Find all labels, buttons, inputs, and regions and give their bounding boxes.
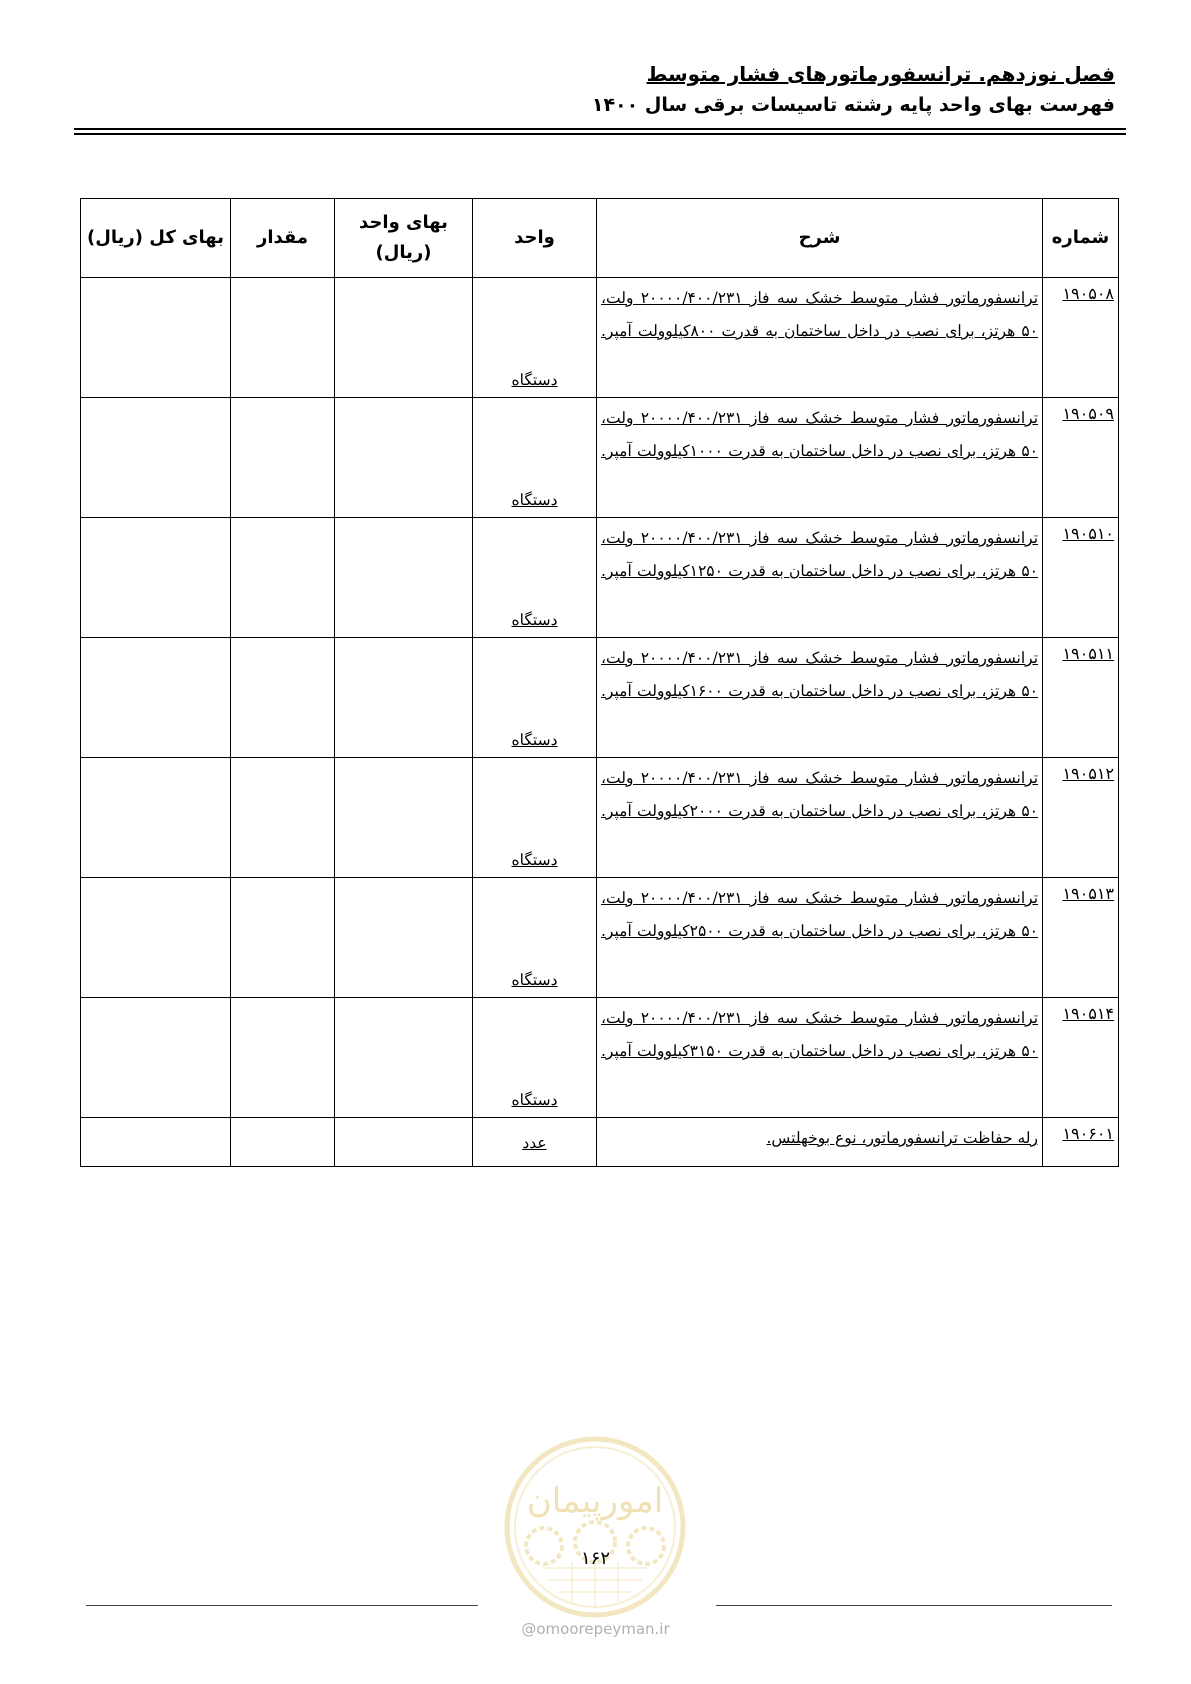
row-description: ترانسفورماتور فشار متوسط خشک سه فاز ۲۰۰۰۰/۴۰۰/۲۳۱ ولت، ۵۰ هرتز، برای نصب در داخل ساختمان به قدرت ۱۲۵۰کیلوولت آمپر. [601, 529, 1039, 580]
page-number: ۱۶۲ [580, 1548, 610, 1569]
row-description: رله حفاظت ترانسفورماتور، نوع بوخهلتس. [766, 1129, 1038, 1147]
row-number: ۱۹۰۵۱۲ [1062, 764, 1114, 783]
table-row [81, 518, 1119, 638]
row-number-cell [1043, 758, 1119, 878]
header-rule-thick [74, 128, 1126, 130]
row-unit-cell [473, 878, 597, 998]
row-description: ترانسفورماتور فشار متوسط خشک سه فاز ۲۰۰۰۰/۴۰۰/۲۳۱ ولت، ۵۰ هرتز، برای نصب در داخل ساختمان به قدرت ۸۰۰کیلوولت آمپر. [601, 289, 1039, 340]
row-unit-cell [473, 998, 597, 1118]
row-quantity-cell [231, 998, 335, 1118]
row-quantity-cell [231, 278, 335, 398]
row-description: ترانسفورماتور فشار متوسط خشک سه فاز ۲۰۰۰۰/۴۰۰/۲۳۱ ولت، ۵۰ هرتز، برای نصب در داخل ساختمان به قدرت ۱۰۰۰کیلوولت آمپر. [601, 409, 1039, 460]
footer-rule-right [716, 1605, 1112, 1606]
table-row [81, 278, 1119, 398]
table-row [81, 758, 1119, 878]
row-number-cell [1043, 878, 1119, 998]
row-unit-cell [473, 278, 597, 398]
row-unit-price-cell [335, 278, 473, 398]
row-quantity-cell [231, 398, 335, 518]
row-number-cell [1043, 278, 1119, 398]
row-number-cell [1043, 398, 1119, 518]
table-row [81, 878, 1119, 998]
row-unit-price-cell [335, 758, 473, 878]
price-table [80, 198, 1119, 1167]
watermark-logo [502, 1434, 688, 1620]
row-unit-price-cell [335, 1118, 473, 1167]
row-total-price-cell [81, 878, 231, 998]
footer-rule-left [86, 1605, 478, 1606]
row-unit-cell [473, 518, 597, 638]
row-description-cell [597, 518, 1043, 638]
row-number-cell [1043, 518, 1119, 638]
watermark-text: امورپیمان [526, 1481, 664, 1521]
row-number: ۱۹۰۵۱۱ [1062, 644, 1114, 663]
chapter-title: فصل نوزدهم. ترانسفورماتورهای فشار متوسط [646, 62, 1115, 86]
row-description: ترانسفورماتور فشار متوسط خشک سه فاز ۲۰۰۰۰/۴۰۰/۲۳۱ ولت، ۵۰ هرتز، برای نصب در داخل ساختمان به قدرت ۱۶۰۰کیلوولت آمپر. [601, 649, 1039, 700]
row-total-price-cell [81, 398, 231, 518]
row-total-price-cell [81, 998, 231, 1118]
row-number: ۱۹۰۵۱۳ [1062, 884, 1114, 903]
row-description: ترانسفورماتور فشار متوسط خشک سه فاز ۲۰۰۰۰/۴۰۰/۲۳۱ ولت، ۵۰ هرتز، برای نصب در داخل ساختمان به قدرت ۲۵۰۰کیلوولت آمپر. [601, 889, 1039, 940]
row-unit-cell [473, 398, 597, 518]
row-number-cell [1043, 998, 1119, 1118]
row-unit-price-cell [335, 638, 473, 758]
col-header-total-price: بهای کل (ریال) [81, 199, 231, 278]
row-description-cell [597, 998, 1043, 1118]
row-unit-price-cell [335, 998, 473, 1118]
row-description-cell [597, 398, 1043, 518]
row-description-cell [597, 878, 1043, 998]
row-quantity-cell [231, 638, 335, 758]
row-total-price-cell [81, 518, 231, 638]
row-quantity-cell [231, 758, 335, 878]
row-number: ۱۹۰۶۰۱ [1062, 1124, 1114, 1143]
row-quantity-cell [231, 518, 335, 638]
row-description: ترانسفورماتور فشار متوسط خشک سه فاز ۲۰۰۰۰/۴۰۰/۲۳۱ ولت، ۵۰ هرتز، برای نصب در داخل ساختمان به قدرت ۳۱۵۰کیلوولت آمپر. [601, 1009, 1039, 1060]
col-header-number: شماره [1043, 199, 1119, 278]
row-number-cell [1043, 638, 1119, 758]
row-unit-cell [473, 758, 597, 878]
row-total-price-cell [81, 278, 231, 398]
website-watermark: @omoorepeyman.ir [521, 1620, 670, 1638]
row-unit: دستگاه [511, 731, 558, 749]
row-unit-price-cell [335, 518, 473, 638]
row-total-price-cell [81, 758, 231, 878]
row-unit: دستگاه [511, 1091, 558, 1109]
row-description-cell [597, 1118, 1043, 1167]
row-number: ۱۹۰۵۰۸ [1062, 284, 1114, 303]
page-header [592, 58, 1115, 120]
row-unit: دستگاه [511, 971, 558, 989]
row-unit-price-cell [335, 398, 473, 518]
price-list-title: فهرست بهای واحد پایه رشته تاسیسات برقی سال ۱۴۰۰ [591, 94, 1115, 116]
row-description-cell [597, 638, 1043, 758]
col-header-unit-price: بهای واحد (ریال) [335, 199, 473, 278]
row-unit-price-cell [335, 878, 473, 998]
row-number-cell [1043, 1118, 1119, 1167]
row-unit: عدد [522, 1133, 547, 1152]
row-description: ترانسفورماتور فشار متوسط خشک سه فاز ۲۰۰۰۰/۴۰۰/۲۳۱ ولت، ۵۰ هرتز، برای نصب در داخل ساختمان به قدرت ۲۰۰۰کیلوولت آمپر. [601, 769, 1039, 820]
col-header-unit: واحد [473, 199, 597, 278]
col-header-description: شرح [597, 199, 1043, 278]
row-number: ۱۹۰۵۰۹ [1062, 404, 1114, 423]
row-unit-cell [473, 1118, 597, 1167]
col-header-quantity: مقدار [231, 199, 335, 278]
row-number: ۱۹۰۵۱۰ [1062, 524, 1114, 543]
row-description-cell [597, 758, 1043, 878]
table-header-row [81, 199, 1119, 278]
row-unit: دستگاه [511, 851, 558, 869]
row-unit: دستگاه [511, 611, 558, 629]
row-total-price-cell [81, 1118, 231, 1167]
row-unit-cell [473, 638, 597, 758]
table-row [81, 638, 1119, 758]
row-description-cell [597, 278, 1043, 398]
header-rule-thin [74, 133, 1126, 135]
table-row [81, 398, 1119, 518]
row-quantity-cell [231, 1118, 335, 1167]
table-row [81, 998, 1119, 1118]
row-total-price-cell [81, 638, 231, 758]
table-row [81, 1118, 1119, 1167]
row-quantity-cell [231, 878, 335, 998]
row-unit: دستگاه [511, 491, 558, 509]
row-number: ۱۹۰۵۱۴ [1062, 1004, 1114, 1023]
row-unit: دستگاه [511, 371, 558, 389]
